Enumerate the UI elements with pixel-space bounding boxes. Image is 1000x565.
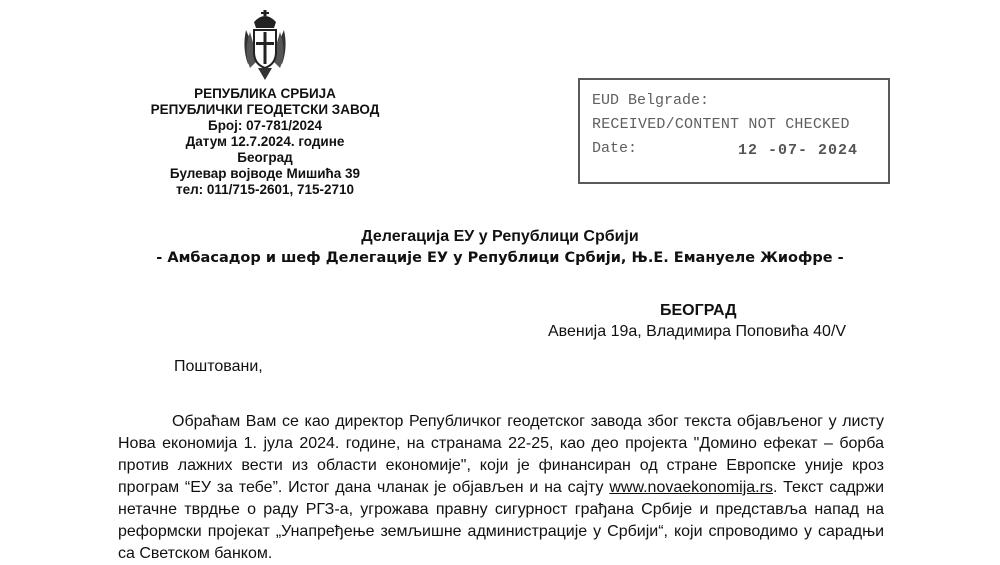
stamp-date-value: 12 -07- 2024 — [738, 142, 859, 159]
header-city: Београд — [237, 150, 293, 165]
header-date: Датум 12.7.2024. године — [185, 134, 345, 149]
news-site-link[interactable]: www.novaekonomija.rs — [609, 479, 773, 496]
received-stamp — [578, 78, 890, 184]
recipient-city: БЕОГРАД — [660, 302, 737, 319]
greeting: Поштовани, — [174, 358, 263, 375]
stamp-date-label: Date: — [592, 140, 638, 157]
body-text-part2: . Текст садржи нетачне тврдње о раду РГЗ-а, угрожава правну сигурност грађана Србије и представља напад на реформски пројекат „Унапређење земљишне администрације у Србији“, који спроводимо у сарадњи са Светском банком. — [118, 479, 885, 562]
header-address: Булевар војводе Мишића 39 — [169, 166, 361, 181]
header-institution: РЕПУБЛИЧКИ ГЕОДЕТСКИ ЗАВОД — [150, 102, 380, 117]
coat-of-arms-emblem — [240, 8, 290, 82]
recipient-name: Делегација ЕУ у Републици Србији — [361, 228, 639, 245]
recipient-title: - Амбасадор и шеф Делегације ЕУ у Републици Србији, Њ.Е. Емануеле Жиофре - — [156, 250, 844, 266]
stamp-status: RECEIVED/CONTENT NOT CHECKED — [592, 116, 850, 133]
header-reference-number: Број: 07-781/2024 — [207, 118, 322, 133]
sender-header — [100, 86, 430, 198]
recipient-address: Авенија 19а, Владимира Поповића 40/V — [548, 323, 847, 340]
header-phone: тел: 011/715-2601, 715-2710 — [175, 182, 355, 197]
header-country: РЕПУБЛИКА СРБИЈА — [194, 86, 336, 101]
body-text-part1: Обраћам Вам се као директор Републичког геодетског завода због текста објављеног у листу Нова економија 1. јула 2024. године, на странама 22-25, као део пројекта "Домино ефекат – борба против лажних вести из области економије", који је финансиран од стране Европске уније кроз програм “ЕУ за тебе”. Истог дана чланак је објављен и на сајту — [118, 413, 884, 496]
stamp-office: EUD Belgrade: — [592, 92, 710, 109]
letter-body-paragraph — [118, 411, 884, 565]
